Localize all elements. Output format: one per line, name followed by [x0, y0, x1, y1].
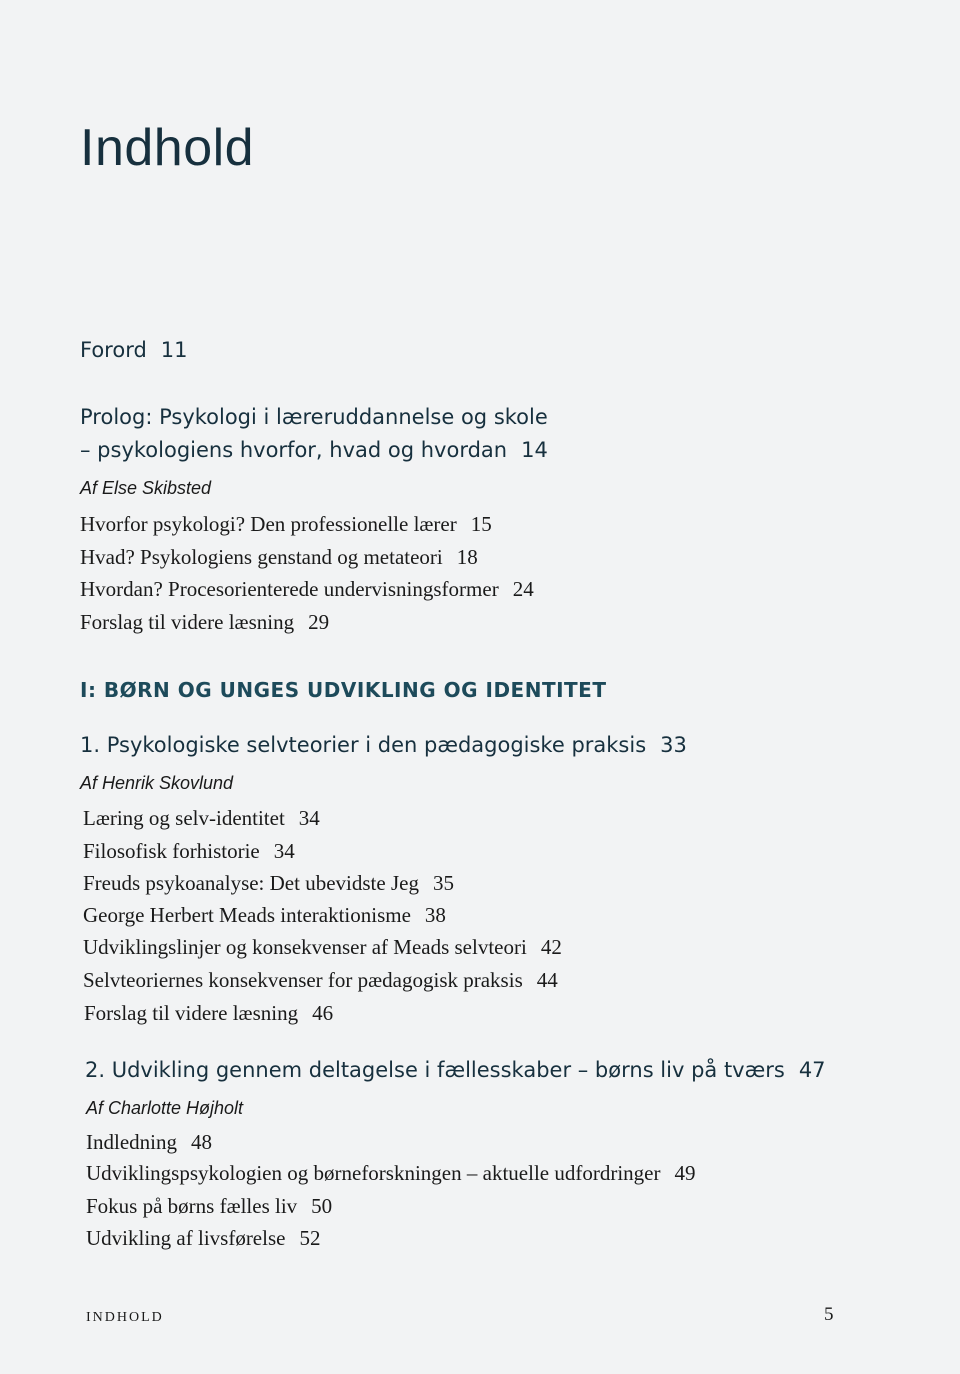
entry-page: 15 — [470, 512, 492, 536]
toc-item — [86, 1194, 332, 1219]
entry-page: 11 — [160, 338, 188, 362]
entry-page: 49 — [674, 1161, 696, 1185]
toc-author — [80, 773, 233, 794]
entry-page: 47 — [798, 1058, 826, 1082]
entry-page: 38 — [424, 903, 446, 927]
entry-page: 50 — [311, 1194, 333, 1218]
entry-text: Hvordan? Procesorienterede undervisningsformer — [80, 577, 499, 601]
entry-text: Forslag til videre læsning — [84, 1001, 299, 1025]
entry-page: 46 — [312, 1001, 334, 1025]
entry-page: 52 — [299, 1226, 321, 1250]
toc-author — [86, 1098, 243, 1119]
toc-entry-prolog — [80, 405, 548, 429]
author-text: Af Henrik Skovlund — [80, 773, 234, 793]
entry-text: Filosofisk forhistorie — [83, 839, 260, 863]
toc-item — [83, 839, 295, 864]
entry-text: Udviklingslinjer og konsekvenser af Meads selvteori — [83, 935, 527, 959]
entry-text: – psykologiens hvorfor, hvad og hvordan — [80, 438, 508, 462]
entry-text: Forslag til videre læsning — [80, 610, 295, 634]
entry-text: Indledning — [86, 1130, 177, 1154]
part-text: I: BØRN OG UNGES UDVIKLING OG IDENTITET — [80, 678, 607, 702]
toc-chapter-2 — [85, 1058, 826, 1082]
toc-item — [80, 512, 492, 537]
author-text: Af Charlotte Højholt — [86, 1098, 244, 1118]
entry-page: 34 — [298, 806, 320, 830]
running-head: INDHOLD — [86, 1310, 164, 1325]
page-title: Indhold — [80, 119, 255, 177]
toc-chapter-1 — [80, 733, 687, 757]
toc-item — [80, 545, 478, 570]
toc-item — [83, 806, 320, 831]
entry-text: 2. Udvikling gennem deltagelse i fællesskaber – børns liv på tværs — [85, 1058, 785, 1082]
entry-text: Fokus på børns fælles liv — [86, 1194, 298, 1218]
entry-text: Udviklingspsykologien og børneforskningen – aktuelle udfordringer — [86, 1161, 661, 1185]
toc-item — [83, 968, 558, 993]
entry-text: Udvikling af livsførelse — [86, 1226, 286, 1250]
entry-page: 14 — [521, 438, 548, 462]
toc-item — [83, 871, 454, 896]
entry-text: Læring og selv-identitet — [83, 806, 285, 830]
page-number: 5 — [824, 1304, 834, 1325]
entry-page: 34 — [273, 839, 295, 863]
toc-item — [80, 610, 329, 635]
entry-page: 42 — [540, 935, 562, 959]
entry-page: 48 — [190, 1130, 212, 1154]
entry-text: Freuds psykoanalyse: Det ubevidste Jeg — [83, 871, 419, 895]
entry-page: 29 — [308, 610, 330, 634]
entry-page: 18 — [456, 545, 478, 569]
toc-item — [86, 1130, 212, 1155]
toc-entry-prolog-subtitle — [80, 438, 548, 462]
entry-text: Prolog: Psykologi i læreruddannelse og skole — [80, 405, 548, 429]
entry-text: 1. Psykologiske selvteorier i den pædagogiske praksis — [80, 733, 647, 757]
entry-text: Hvad? Psykologiens genstand og metateori — [80, 545, 443, 569]
toc-author — [80, 478, 211, 499]
toc-item — [86, 1226, 320, 1251]
entry-text: Forord — [80, 338, 147, 362]
entry-page: 33 — [660, 733, 687, 757]
entry-page: 24 — [512, 577, 534, 601]
entry-text: George Herbert Meads interaktionisme — [83, 903, 411, 927]
toc-item — [80, 577, 534, 602]
entry-page: 35 — [432, 871, 454, 895]
toc-item — [86, 1161, 695, 1186]
entry-text: Selvteoriernes konsekvenser for pædagogisk praksis — [83, 968, 523, 992]
author-text: Af Else Skibsted — [80, 478, 212, 498]
entry-page: 44 — [536, 968, 558, 992]
entry-text: Hvorfor psykologi? Den professionelle lærer — [80, 512, 457, 536]
toc-entry-forord — [80, 338, 188, 362]
toc-item — [83, 935, 562, 960]
toc-item — [83, 903, 446, 928]
toc-item — [84, 1001, 333, 1026]
toc-part-heading — [80, 678, 606, 702]
